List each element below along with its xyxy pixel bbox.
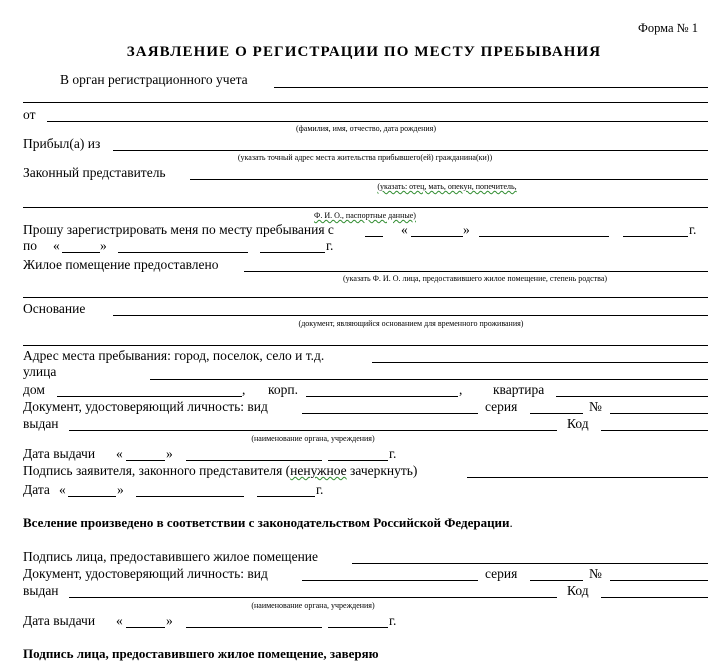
house-comma: , xyxy=(242,382,246,397)
basis-label: Основание xyxy=(23,301,86,316)
provider-code-field[interactable] xyxy=(601,597,708,598)
issue-day-field[interactable] xyxy=(126,460,165,461)
issue-month-field[interactable] xyxy=(186,460,322,461)
provider-code-label: Код xyxy=(567,583,589,598)
applicant-signature-field[interactable] xyxy=(467,477,708,478)
issue-date-label: Дата выдачи xyxy=(23,446,96,461)
form-number: Форма № 1 xyxy=(638,21,698,35)
issue-year-suffix: г. xyxy=(389,446,397,461)
issue-year-field[interactable] xyxy=(328,460,388,461)
provider-issued-label: выдан xyxy=(23,583,59,598)
end-day-field[interactable] xyxy=(62,252,100,253)
dwelling-field-continued[interactable] xyxy=(23,297,708,298)
certify-label: Подпись лица, предоставившего жилое помещение, заверяю xyxy=(23,646,379,661)
passport-caption: Ф. И. О., паспортные данные) xyxy=(314,211,416,220)
street-label: улица xyxy=(23,364,57,379)
address-label: Адрес места пребывания: город, поселок, село и т.д. xyxy=(23,348,325,363)
date-quote-close: » xyxy=(117,482,124,497)
number-field[interactable] xyxy=(610,413,708,414)
provider-series-field[interactable] xyxy=(530,580,583,581)
provider-id-doc-type-field[interactable] xyxy=(302,580,478,581)
arrived-field[interactable] xyxy=(113,150,708,151)
representative-field-continued[interactable] xyxy=(23,207,708,208)
building-field[interactable] xyxy=(306,396,458,397)
settlement-statement-text: Вселение произведено в соответствии с законодательством Российской Федерации xyxy=(23,515,510,530)
end-month-field[interactable] xyxy=(118,252,248,253)
issue-date-quote-close: » xyxy=(166,446,173,461)
issue-date-quote-open: « xyxy=(116,446,123,461)
date-month-field[interactable] xyxy=(136,496,244,497)
representative-field[interactable] xyxy=(190,179,708,180)
applicant-signature-label: Подпись заявителя, законного представителя (ненужное зачеркнуть) xyxy=(23,463,418,478)
id-doc-label: Документ, удостоверяющий личность: вид xyxy=(23,399,268,414)
building-comma: , xyxy=(459,382,463,397)
provider-id-doc-label: Документ, удостоверяющий личность: вид xyxy=(23,566,268,581)
request-label: Прошу зарегистрировать меня по месту пребывания с xyxy=(23,222,334,237)
number-label: № xyxy=(589,399,602,414)
arrived-label: Прибыл(а) из xyxy=(23,136,101,151)
id-doc-type-field[interactable] xyxy=(302,413,478,414)
dwelling-label: Жилое помещение предоставлено xyxy=(23,257,219,272)
basis-field[interactable] xyxy=(113,315,708,316)
start-year-suffix: г. xyxy=(689,222,697,237)
provider-signature-field[interactable] xyxy=(352,563,708,564)
provider-issued-field[interactable] xyxy=(69,597,557,598)
representative-caption: (указать: отец, мать, опекун, попечитель, xyxy=(377,182,517,191)
issued-label: выдан xyxy=(23,416,59,431)
provider-issue-day-field[interactable] xyxy=(126,627,165,628)
until-label: по xyxy=(23,238,37,253)
end-year-field[interactable] xyxy=(260,252,325,253)
settlement-statement xyxy=(23,515,513,530)
code-label: Код xyxy=(567,416,589,431)
settlement-statement-period: . xyxy=(509,515,513,530)
start-quote-open: « xyxy=(401,222,408,237)
start-month-field[interactable] xyxy=(479,236,609,237)
provider-issue-date-label: Дата выдачи xyxy=(23,613,96,628)
date-day-field[interactable] xyxy=(68,496,116,497)
provider-issue-quote-close: » xyxy=(166,613,173,628)
basis-field-continued[interactable] xyxy=(23,345,708,346)
from-caption: (фамилия, имя, отчество, дата рождения) xyxy=(295,124,437,133)
start-year-field[interactable] xyxy=(623,236,688,237)
from-field[interactable] xyxy=(47,121,708,122)
house-field[interactable] xyxy=(57,396,242,397)
provider-issue-month-field[interactable] xyxy=(186,627,322,628)
provider-issue-year-field[interactable] xyxy=(328,627,388,628)
start-day-field-2[interactable] xyxy=(411,236,463,237)
date-label: Дата xyxy=(23,482,50,497)
house-label: дом xyxy=(23,382,45,397)
address-field[interactable] xyxy=(372,362,708,363)
basis-caption: (документ, являющийся основанием для временного проживания) xyxy=(298,319,524,328)
end-year-suffix: г. xyxy=(326,238,334,253)
organ-label: В орган регистрационного учета xyxy=(60,72,248,87)
provider-number-label: № xyxy=(589,566,602,581)
end-quote-close: » xyxy=(100,238,107,253)
date-quote-open: « xyxy=(59,482,66,497)
arrived-caption: (указать точный адрес места жительства прибывшего(ей) гражданина(ки)) xyxy=(237,153,493,162)
page-title: ЗАЯВЛЕНИЕ О РЕГИСТРАЦИИ ПО МЕСТУ ПРЕБЫВАНИЯ xyxy=(126,44,602,60)
issued-field[interactable] xyxy=(69,430,557,431)
representative-label: Законный представитель xyxy=(23,165,166,180)
series-field[interactable] xyxy=(530,413,583,414)
date-year-suffix: г. xyxy=(316,482,324,497)
organ-field-continued[interactable] xyxy=(23,102,708,103)
provider-series-label: серия xyxy=(485,566,518,581)
from-label: от xyxy=(23,107,36,122)
street-field[interactable] xyxy=(150,379,708,380)
organ-field[interactable] xyxy=(274,87,708,88)
provider-issue-year-suffix: г. xyxy=(389,613,397,628)
apartment-field[interactable] xyxy=(556,396,708,397)
date-year-field[interactable] xyxy=(257,496,315,497)
end-quote-open: « xyxy=(53,238,60,253)
building-label: корп. xyxy=(268,382,298,397)
start-day-field[interactable] xyxy=(365,236,383,237)
series-label: серия xyxy=(485,399,518,414)
start-quote-close: » xyxy=(463,222,470,237)
provider-signature-label: Подпись лица, предоставившего жилое помещение xyxy=(23,549,319,564)
issuer-caption: (наименование органа, учреждения) xyxy=(251,434,375,443)
provider-number-field[interactable] xyxy=(610,580,708,581)
provider-issue-quote-open: « xyxy=(116,613,123,628)
dwelling-field[interactable] xyxy=(244,271,708,272)
code-field[interactable] xyxy=(601,430,708,431)
provider-issuer-caption: (наименование органа, учреждения) xyxy=(251,601,375,610)
apartment-label: квартира xyxy=(493,382,545,397)
dwelling-caption: (указать Ф. И. О. лица, предоставившего жилое помещение, степень родства) xyxy=(342,274,608,283)
